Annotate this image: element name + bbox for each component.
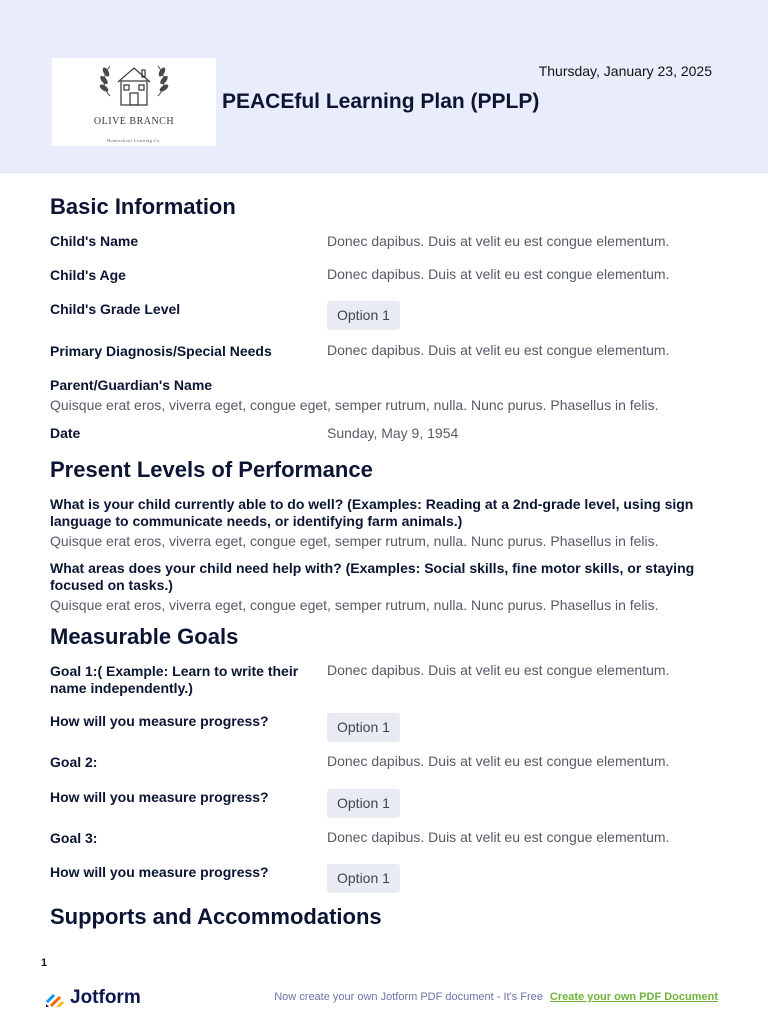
needs-answer: Quisque erat eros, viverra eget, congue eget, semper rutrum, nulla. Nunc purus. Phasellus in felis. [50, 597, 659, 613]
child-age-label: Child's Age [50, 267, 126, 283]
goal-1-value: Donec dapibus. Duis at velit eu est congue elementum. [327, 662, 670, 678]
jotform-logo-icon [44, 987, 66, 1009]
goal-1-label: Goal 1:( Example: Learn to write their name independently.) [50, 663, 299, 696]
goal-2-value: Donec dapibus. Duis at velit eu est congue elementum. [327, 753, 670, 769]
page-number: 1 [41, 957, 48, 969]
section-basic-information: Basic Information [50, 194, 236, 219]
date-label: Date [50, 425, 81, 441]
diagnosis-value: Donec dapibus. Duis at velit eu est congue elementum. [327, 342, 670, 358]
jotform-brand[interactable] [44, 986, 141, 1010]
child-age-value: Donec dapibus. Duis at velit eu est congue elementum. [327, 266, 670, 282]
diagnosis-label: Primary Diagnosis/Special Needs [50, 343, 272, 359]
document-header [0, 0, 768, 173]
grade-level-option: Option 1 [327, 301, 400, 330]
jotform-wordmark: Jotform [70, 987, 141, 1008]
date-value: Sunday, May 9, 1954 [327, 425, 459, 441]
footer-promo [274, 991, 718, 1003]
logo-wordmark: OLIVE BRANCH [93, 116, 175, 127]
create-pdf-link[interactable]: Create your own PDF Document [549, 991, 718, 1003]
house-wreath-icon [52, 58, 216, 118]
footer-promo-text: Now create your own Jotform PDF document - It's Free [274, 991, 543, 1003]
parent-name-value: Quisque erat eros, viverra eget, congue eget, semper rutrum, nulla. Nunc purus. Phasellus in felis. [50, 397, 659, 413]
goal-3-value: Donec dapibus. Duis at velit eu est congue elementum. [327, 829, 670, 845]
section-measurable-goals: Measurable Goals [50, 624, 239, 649]
section-present-levels: Present Levels of Performance [50, 457, 373, 482]
goal-2-label: Goal 2: [50, 754, 98, 770]
progress-1-option: Option 1 [327, 713, 400, 742]
strengths-answer: Quisque erat eros, viverra eget, congue eget, semper rutrum, nulla. Nunc purus. Phasellus in felis. [50, 533, 659, 549]
parent-name-label: Parent/Guardian's Name [50, 377, 213, 393]
document-title: PEACEful Learning Plan (PPLP) [222, 90, 540, 113]
progress-1-label: How will you measure progress? [50, 713, 269, 729]
goal-3-label: Goal 3: [50, 830, 98, 846]
progress-2-label: How will you measure progress? [50, 789, 269, 805]
document-date: Thursday, January 23, 2025 [538, 63, 712, 79]
logo-tagline: Homeschool Learning Co. [107, 138, 161, 143]
strengths-question-label: What is your child currently able to do well? (Examples: Reading at a 2nd-grade level, using sign language to communicate needs, or identifying farm animals.) [50, 496, 694, 529]
child-name-label: Child's Name [50, 233, 139, 249]
section-supports-accommodations: Supports and Accommodations [50, 904, 382, 929]
progress-2-option: Option 1 [327, 789, 400, 818]
progress-3-label: How will you measure progress? [50, 864, 269, 880]
grade-level-label: Child's Grade Level [50, 301, 181, 317]
progress-3-option: Option 1 [327, 864, 400, 893]
olive-branch-logo [52, 58, 216, 146]
needs-question-label: What areas does your child need help with? (Examples: Social skills, fine motor skills, or staying focused on tasks.) [50, 560, 695, 593]
child-name-value: Donec dapibus. Duis at velit eu est congue elementum. [327, 233, 670, 249]
